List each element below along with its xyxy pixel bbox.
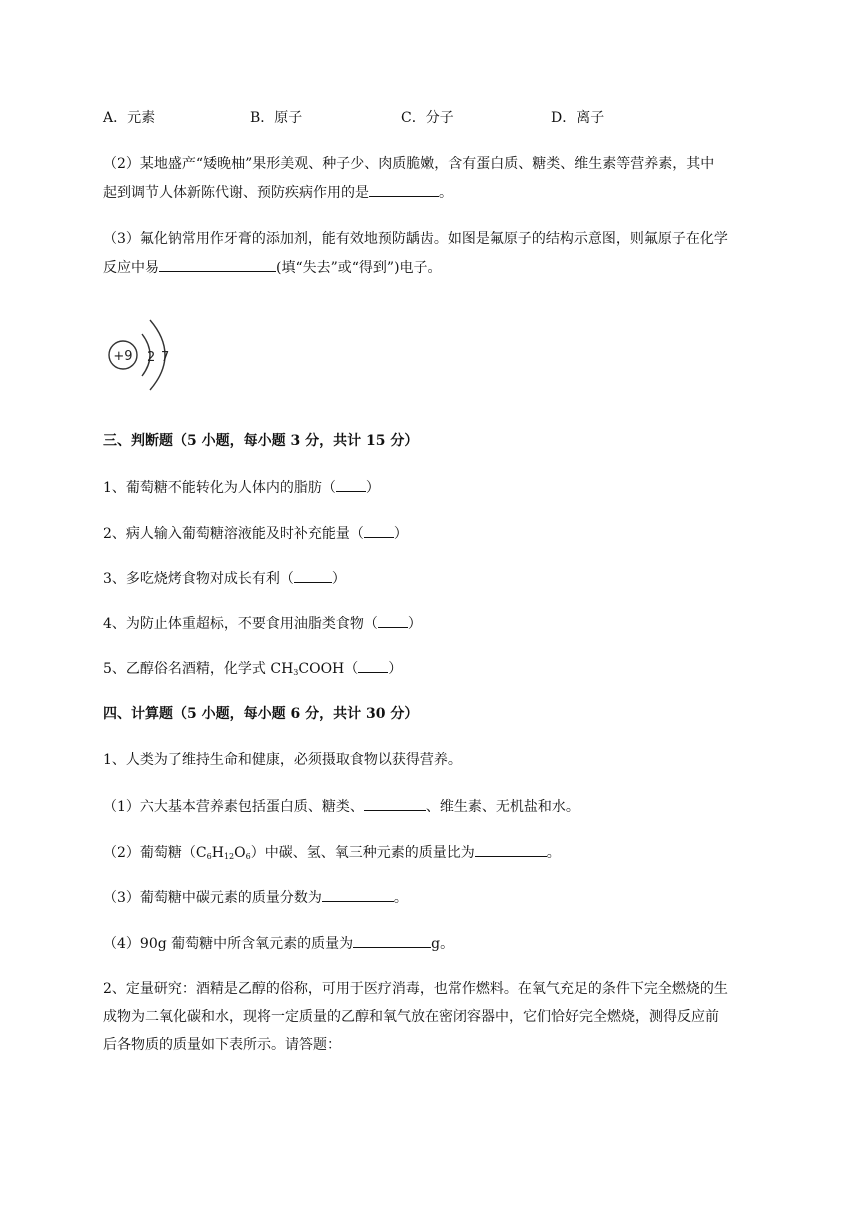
judge-item-text: 4、为防止体重超标，不要食用油脂类食物（ [103,616,378,632]
calc-question-1-sub2 [103,842,561,863]
calc-question-1-sub3 [103,887,408,908]
option-a: A．元素 [103,110,156,126]
subscript: 3 [293,668,299,677]
sub-question-2-line1: （2）某地盛产“矮晚柚”果形美观、种子少、肉质脆嫩，含有蛋白质、糖类、维生素等营养素，其中 [103,156,715,172]
sub-question-3-text: 反应中易 [103,260,159,276]
subscript: 12 [223,852,235,861]
calc-question-1-sub1 [103,796,580,817]
judge-item-close: ） [331,571,346,587]
answer-blank[interactable] [294,568,332,583]
answer-blank[interactable] [353,933,431,948]
sub-text: （4）90g 葡萄糖中所含氧元素的质量为 [103,936,354,952]
calc-question-2-line3: 后各物质的质量如下表所示。请答题： [103,1037,341,1053]
judge-item-close: ） [365,480,380,496]
judge-item-4 [103,613,422,634]
option-c: C．分子 [401,110,454,126]
judge-item-close: ） [407,616,422,632]
sub-question-3-end: (填“失去”或“得到”)电子。 [276,260,442,276]
judge-item-text: 3、多吃烧烤食物对成长有利（ [103,571,294,587]
sub-question-2-line2 [103,182,453,203]
fluorine-atom-diagram [104,314,182,394]
answer-blank[interactable] [322,887,394,902]
calc-question-1-sub4 [103,933,454,954]
sub-text-end: 。 [546,845,561,861]
answer-blank[interactable] [336,477,366,492]
sub-text: （2）葡萄糖（C [103,845,207,861]
sub-question-3-line2 [103,257,442,278]
section-4-heading: 四、计算题（5 小题，每小题 6 分，共计 30 分） [103,706,419,722]
judge-item-text: 2、病人输入葡萄糖溶液能及时补充能量（ [103,526,364,542]
calc-question-2-line2: 成物为二氧化碳和水，现将一定质量的乙醇和氧气放在密闭容器中，它们恰好完全燃烧，测得反应前 [103,1009,719,1025]
shell-1-electrons: 2 [147,350,156,365]
answer-blank[interactable] [364,523,394,538]
judge-item-text-cont: COOH（ [298,661,359,677]
sub-question-2-end: 。 [439,185,453,201]
option-d: D．离子 [551,110,605,126]
subscript: 6 [245,852,251,861]
judge-item-1 [103,477,380,498]
answer-blank[interactable] [475,842,547,857]
judge-item-2 [103,523,408,544]
sub-text: ）中碳、氢、氧三种元素的质量比为 [250,845,475,861]
sub-text: （3）葡萄糖中碳元素的质量分数为 [103,890,322,906]
calc-question-1-stem: 1、人类为了维持生命和健康，必须摄取食物以获得营养。 [103,752,462,768]
nucleus-charge: +9 [113,349,133,364]
judge-item-close: ） [393,526,408,542]
sub-text: H [211,845,224,861]
answer-blank[interactable] [358,658,388,673]
subscript: 6 [206,852,212,861]
judge-item-5 [103,658,402,679]
sub-text-end: 、维生素、无机盐和水。 [425,799,580,815]
calc-question-2-line1: 2、定量研究：酒精是乙醇的俗称，可用于医疗消毒，也常作燃料。在氧气充足的条件下完全燃烧的生 [103,981,728,997]
judge-item-close: ） [388,661,403,677]
answer-blank[interactable] [364,796,426,811]
option-b: B．原子 [250,110,303,126]
sub-text: O [234,845,246,861]
answer-blank[interactable] [378,613,408,628]
judge-item-text: 1、葡萄糖不能转化为人体内的脂肪（ [103,480,336,496]
sub-question-3-line1: （3）氟化钠常用作牙膏的添加剂，能有效地预防龋齿。如图是氟原子的结构示意图，则氟原子在化学 [103,231,728,247]
section-3-heading: 三、判断题（5 小题，每小题 3 分，共计 15 分） [103,433,419,449]
sub-text-end: g。 [431,936,455,952]
sub-text: （1）六大基本营养素包括蛋白质、糖类、 [103,799,364,815]
shell-2-electrons: 7 [161,350,170,365]
judge-item-3 [103,568,346,589]
judge-item-text: 5、乙醇俗名酒精，化学式 CH [103,661,294,677]
answer-blank[interactable] [159,257,276,272]
sub-question-2-text: 起到调节人体新陈代谢、预防疾病作用的是 [103,185,369,201]
sub-text-end: 。 [393,890,408,906]
answer-blank[interactable] [369,182,439,197]
